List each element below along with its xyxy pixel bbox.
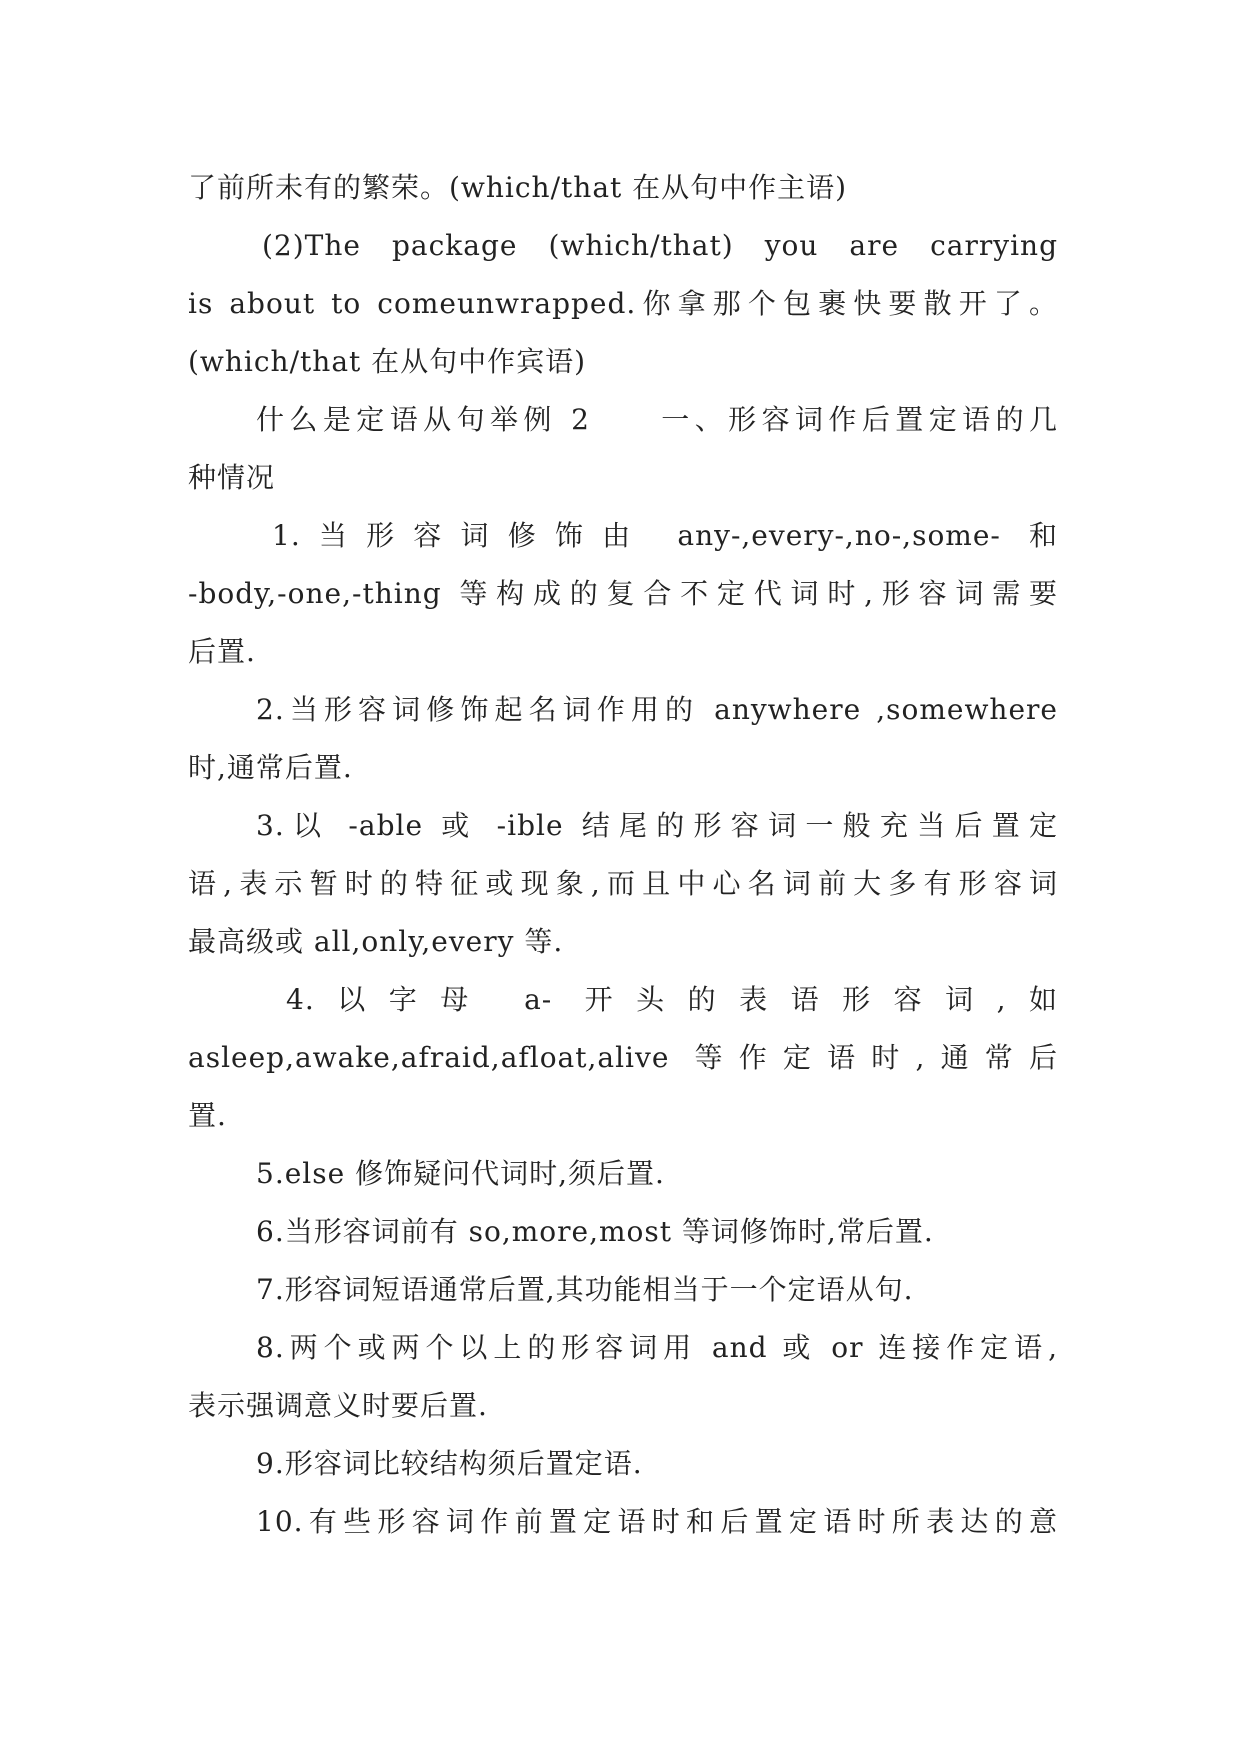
text-line: 1.当形容词修饰由 any-,every-,no-,some- 和: [272, 519, 1058, 552]
text-line: (which/that 在从句中作宾语): [188, 345, 587, 378]
text-line: 2.当形容词修饰起名词作用的 anywhere ,somewhere: [256, 693, 1058, 726]
text-line: 种情况: [188, 461, 276, 494]
text-line: 表示强调意义时要后置.: [188, 1389, 488, 1422]
text-line: 最高级或 all,only,every 等.: [188, 925, 564, 958]
text-line: 了前所未有的繁荣。(which/that 在从句中作主语): [188, 171, 848, 204]
text-line: asleep,awake,afraid,afloat,alive 等作定语时,通常后: [188, 1041, 1058, 1074]
text-line: 5.else 修饰疑问代词时,须后置.: [256, 1157, 665, 1190]
text-line: (2)The package (which/that) you are carrying: [262, 229, 1058, 262]
text-line: 6.当形容词前有 so,more,most 等词修饰时,常后置.: [256, 1215, 934, 1248]
text-line: -body,-one,-thing 等构成的复合不定代词时,形容词需要: [188, 577, 1058, 610]
text-line: 语,表示暂时的特征或现象,而且中心名词前大多有形容词: [188, 867, 1058, 900]
text-line: 9.形容词比较结构须后置定语.: [256, 1447, 643, 1480]
text-line: 10.有些形容词作前置定语时和后置定语时所表达的意: [256, 1505, 1058, 1538]
text-line: 后置.: [188, 635, 256, 668]
text-line: 3.以 -able 或 -ible 结尾的形容词一般充当后置定: [256, 809, 1058, 842]
text-line: 8.两个或两个以上的形容词用 and 或 or 连接作定语,: [256, 1331, 1058, 1364]
text-line: 时,通常后置.: [188, 751, 353, 784]
text-line: 什么是定语从句举例 2 一、形容词作后置定语的几: [256, 403, 1058, 436]
text-line: 7.形容词短语通常后置,其功能相当于一个定语从句.: [256, 1273, 914, 1306]
text-line: 置.: [188, 1099, 227, 1132]
text-line: 4.以字母 a- 开头的表语形容词,如: [286, 983, 1058, 1016]
text-line: is about to comeunwrapped.你拿那个包裹快要散开了。: [188, 287, 1058, 320]
